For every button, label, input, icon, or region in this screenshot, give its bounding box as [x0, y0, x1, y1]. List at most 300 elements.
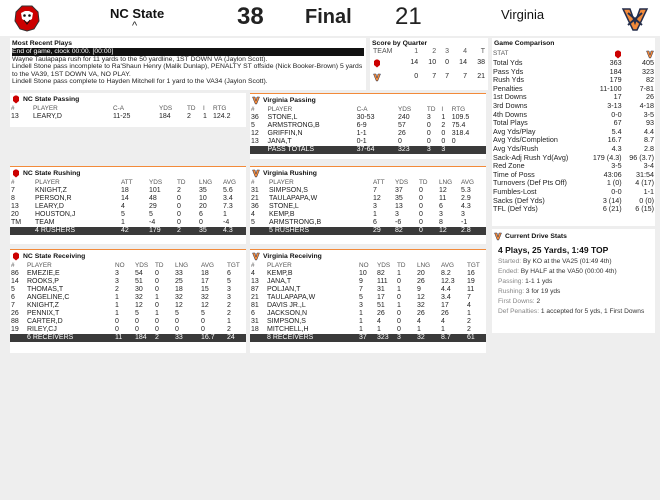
table-cell: 12	[175, 302, 183, 309]
column-header: #	[11, 262, 15, 269]
stat-value: 3 (14)	[602, 195, 622, 205]
nc-state-rushing-panel	[10, 166, 246, 244]
table-cell: 4	[441, 318, 445, 325]
player-name[interactable]: KNIGHT,Z	[27, 302, 59, 309]
table-cell: 6	[11, 294, 15, 301]
table-row	[250, 187, 486, 195]
table-cell: 2	[227, 326, 231, 333]
table-cell: 11	[467, 286, 475, 293]
table-cell: 7	[432, 73, 437, 80]
stat-label: 1st Downs	[493, 92, 527, 102]
table-cell: 20	[417, 270, 425, 277]
total-cell: 2.8	[460, 227, 486, 235]
table-cell: 124.2	[213, 113, 231, 120]
total-cell: 2	[154, 334, 174, 342]
player-name[interactable]: GRIFFIN,N	[267, 130, 303, 137]
table-cell: 7	[11, 302, 15, 309]
player-name[interactable]: SIMPSON,S	[267, 318, 306, 325]
table-row	[10, 219, 246, 227]
table-cell: 0	[135, 326, 139, 333]
table-cell: 3	[227, 286, 231, 293]
table-cell: -4	[223, 219, 230, 226]
player-name[interactable]: ARMSTRONG,B	[269, 219, 322, 226]
table-row	[370, 56, 488, 70]
column-header: NO	[359, 262, 369, 269]
virginia-logo-icon	[620, 3, 650, 33]
total-cell: 4 RUSHERS	[34, 227, 120, 235]
table-cell: 48	[149, 195, 157, 202]
table-cell: 26	[11, 310, 19, 317]
player-name[interactable]: TAULAPAPA,W	[269, 195, 318, 202]
drive-label: Started:	[498, 258, 522, 265]
stat-label: Total Plays	[493, 118, 528, 128]
player-name[interactable]: KEMP,B	[267, 270, 293, 277]
column-header: LNG	[175, 262, 189, 269]
total-cell: 2	[176, 227, 198, 235]
table-cell: 3	[115, 270, 119, 277]
table-cell: 5	[227, 278, 231, 285]
table-cell: 1	[441, 326, 445, 333]
game-comparison-table	[492, 50, 655, 214]
table-cell: 10	[359, 270, 367, 277]
table-cell: 4	[417, 318, 421, 325]
stat-value: 179 (4.3)	[592, 152, 622, 162]
table-row	[250, 302, 486, 310]
table-row	[10, 318, 246, 326]
column-header: AVG	[461, 179, 475, 186]
table-cell: 0	[199, 219, 203, 226]
game-comparison-panel	[492, 38, 655, 226]
table-cell: 1	[359, 310, 363, 317]
table-cell: 0	[397, 294, 401, 301]
table-cell: 0	[419, 187, 423, 194]
table-header-row	[10, 262, 246, 270]
stat-label: Avg Yds/Completion	[493, 135, 558, 145]
table-row	[10, 203, 246, 211]
nc-state-receiving-table	[10, 262, 246, 342]
table-cell: 32	[135, 294, 143, 301]
player-name[interactable]: JANA,T	[267, 138, 292, 145]
table-cell: 26	[441, 310, 449, 317]
totals-row	[10, 227, 246, 235]
nc-state-mini-logo-icon	[370, 56, 403, 70]
table-cell: 14	[121, 195, 129, 202]
stat-value: 3-5	[643, 109, 654, 119]
total-cell: 42	[120, 227, 148, 235]
column-header: TD	[177, 179, 186, 186]
table-cell: 32	[201, 294, 209, 301]
table-cell: 1	[115, 302, 119, 309]
total-cell: 3	[396, 334, 416, 342]
column-header: 1	[414, 48, 419, 55]
table-cell: 111	[377, 278, 388, 285]
table-row	[10, 195, 246, 203]
table-cell: 0	[155, 326, 159, 333]
table-cell: 86	[11, 270, 19, 277]
totals-row	[250, 146, 486, 154]
nc-state-passing-table	[10, 105, 246, 121]
stat-value: 11-100	[599, 83, 622, 93]
away-team-score: 21	[395, 3, 422, 30]
column-header: #	[251, 106, 255, 113]
table-cell: 1	[227, 318, 231, 325]
table-cell: 31	[251, 318, 259, 325]
table-cell: 12	[201, 302, 209, 309]
table-cell: 18	[175, 286, 183, 293]
table-cell: 4	[121, 203, 125, 210]
table-cell: 19	[467, 278, 475, 285]
recent-plays-title: Most Recent Plays	[12, 40, 73, 47]
column-header: YDS	[149, 179, 163, 186]
column-header: I	[203, 105, 205, 112]
nc-state-passing-panel	[10, 93, 246, 127]
stat-value: 31:54	[636, 169, 654, 179]
column-header: C-A	[356, 106, 368, 113]
chevron-up-icon[interactable]: ^	[132, 20, 138, 32]
total-cell: 33	[174, 334, 200, 342]
table-cell: 26	[417, 278, 425, 285]
table-cell: 0	[397, 326, 401, 333]
drive-label: Passing:	[498, 278, 524, 285]
table-cell: 4.3	[461, 203, 471, 210]
stat-label: Total Yds	[493, 58, 523, 67]
drive-label: First Downs:	[498, 298, 535, 305]
table-cell: 12	[135, 302, 143, 309]
column-header: YDS	[135, 262, 149, 269]
column-header: LNG	[439, 179, 453, 186]
total-cell: 323	[376, 334, 396, 342]
table-row	[10, 294, 246, 302]
player-name[interactable]: ARMSTRONG,B	[267, 122, 320, 129]
table-cell: 37	[395, 187, 403, 194]
table-cell: 15	[201, 286, 209, 293]
table-cell: 2	[467, 326, 471, 333]
column-header: LNG	[417, 262, 431, 269]
table-cell: 2	[187, 113, 191, 120]
column-header: 4	[463, 48, 467, 55]
player-name[interactable]: PENNIX,T	[27, 310, 60, 317]
column-header: RTG	[213, 105, 227, 112]
column-header: #	[251, 262, 255, 269]
table-cell: 14	[11, 278, 19, 285]
virginia-mini-logo-icon	[252, 96, 260, 105]
table-cell: 6	[251, 310, 255, 317]
table-cell: 3	[426, 114, 431, 121]
stat-value: 3-13	[607, 100, 622, 110]
virginia-mini-logo-icon	[370, 70, 403, 84]
table-cell: 9	[359, 278, 363, 285]
table-cell: 0	[419, 219, 423, 226]
player-name[interactable]: TEAM	[35, 219, 55, 226]
player-name[interactable]: MITCHELL,H	[267, 326, 309, 333]
player-name[interactable]: LEARY,D	[33, 113, 62, 120]
stat-label: Penalties	[493, 83, 523, 93]
total-cell	[250, 146, 267, 154]
total-cell: 8 RECEIVERS	[266, 334, 358, 342]
drive-value: By HALF at the VA50 (00:00 4th)	[520, 268, 617, 275]
table-cell: 4	[467, 302, 471, 309]
table-cell: 12	[439, 187, 447, 194]
score-by-quarter-title: Score by Quarter	[372, 40, 428, 47]
table-cell: 0	[155, 286, 159, 293]
table-cell: 17	[201, 278, 209, 285]
total-cell	[10, 227, 34, 235]
virginia-mini-logo-icon	[494, 232, 502, 241]
section-title: Virginia Rushing	[263, 169, 317, 177]
table-cell: 318.4	[451, 130, 470, 137]
table-cell: 7	[373, 187, 377, 194]
table-cell: 12	[251, 130, 259, 137]
table-cell: 0	[155, 302, 159, 309]
table-cell: 2	[467, 318, 471, 325]
table-cell: 6	[373, 219, 377, 226]
stat-value: 184	[609, 66, 622, 76]
table-cell: 7.3	[223, 203, 233, 210]
column-header: 3	[445, 48, 449, 55]
table-row	[250, 203, 486, 211]
total-cell: PASS TOTALS	[267, 146, 356, 154]
table-cell: 26	[397, 130, 406, 137]
column-header: PLAYER	[35, 179, 60, 186]
table-cell: 2	[227, 310, 231, 317]
table-cell: 1	[115, 294, 119, 301]
virginia-receiving-header	[250, 250, 486, 262]
player-name[interactable]: ANGELINE,C	[27, 294, 70, 301]
table-cell: 1	[417, 326, 421, 333]
total-cell: 3	[440, 146, 450, 154]
home-team-name[interactable]: NC State	[110, 6, 165, 21]
column-header: YDS	[377, 262, 391, 269]
table-row	[250, 286, 486, 294]
total-cell: 184	[134, 334, 154, 342]
player-name[interactable]: POLJAN,T	[267, 286, 301, 293]
table-header-row	[250, 106, 486, 114]
total-cell: 61	[466, 334, 486, 342]
section-title: NC State Receiving	[23, 252, 86, 260]
player-name[interactable]: ROOKS,P	[27, 278, 59, 285]
nc-state-receiving-panel	[10, 249, 246, 353]
table-cell: 3	[359, 302, 363, 309]
stat-value: 1 (0)	[606, 178, 622, 188]
table-cell: 35	[395, 195, 403, 202]
stat-value: 6 (15)	[635, 204, 654, 214]
table-row	[250, 294, 486, 302]
stat-label: Sacks (Def Yds)	[493, 195, 545, 205]
table-row	[10, 278, 246, 286]
player-name[interactable]: SIMPSON,S	[269, 187, 308, 194]
virginia-passing-table	[250, 106, 486, 154]
nc-state-receiving-header	[10, 250, 246, 262]
away-team-name[interactable]: Virginia	[501, 7, 545, 22]
table-cell: 9	[417, 286, 421, 293]
total-cell: 24	[226, 334, 246, 342]
score-by-quarter-table	[370, 48, 488, 84]
table-cell: 5	[149, 211, 153, 218]
column-header: LNG	[199, 179, 213, 186]
drive-summary: 4 Plays, 25 Yards, 1:49 TOP	[498, 245, 609, 255]
virginia-mini-logo-icon	[252, 169, 260, 178]
table-cell: 18	[121, 187, 129, 194]
total-cell: 179	[148, 227, 176, 235]
total-cell: 35	[198, 227, 222, 235]
table-cell: 29	[149, 203, 157, 210]
play-item[interactable]: Lindell Stone pass complete to Hayden Mitchell for 1 yard to the VA34 (Jaylon Scott).	[12, 78, 268, 86]
virginia-rushing-panel	[250, 166, 486, 244]
table-cell: 1	[155, 294, 159, 301]
table-cell: 5	[251, 219, 255, 226]
table-cell: 0	[419, 203, 423, 210]
column-header: TEAM	[373, 48, 393, 55]
table-cell: 17	[377, 294, 385, 301]
table-cell: 0	[397, 310, 401, 317]
player-name[interactable]: CARTER,D	[27, 318, 63, 325]
play-item[interactable]: Lindell Stone pass incomplete to Ra'Shaun Henry (Malik Dunlap), PENALTY ST offside (Nick Booker-Brown) 5 yards to the VA39, 1ST DOWN VA, NO PLAY.	[12, 63, 363, 78]
table-cell: 5	[135, 310, 139, 317]
player-name[interactable]: PERSON,R	[35, 195, 72, 202]
stat-label: Avg Yds/Play	[493, 126, 536, 136]
table-cell: 11	[439, 195, 447, 202]
player-name[interactable]: HOUSTON,J	[35, 211, 76, 218]
column-header: ATT	[373, 179, 385, 186]
table-cell: 1	[121, 219, 125, 226]
drive-line	[492, 267, 655, 277]
column-header: YDS	[159, 105, 173, 112]
player-name[interactable]: TAULAPAPA,W	[267, 294, 316, 301]
total-cell: 0	[418, 227, 438, 235]
game-status: Final	[305, 6, 352, 28]
table-cell: 3	[115, 278, 119, 285]
total-cell	[10, 334, 26, 342]
player-name[interactable]: JACKSON,N	[267, 310, 308, 317]
table-cell: 87	[251, 286, 259, 293]
stat-value: 26	[646, 92, 654, 102]
table-cell: 0	[419, 195, 423, 202]
table-cell: 36	[251, 203, 259, 210]
drive-label: Def Penalties:	[498, 308, 540, 315]
virginia-receiving-panel	[250, 249, 486, 353]
table-row	[250, 195, 486, 203]
table-cell: -4	[149, 219, 156, 226]
player-name[interactable]: JANA,T	[267, 278, 292, 285]
table-row	[370, 70, 488, 84]
table-cell: 3	[373, 203, 377, 210]
player-name[interactable]: THOMAS,T	[27, 286, 64, 293]
player-name[interactable]: STONE,L	[267, 114, 298, 121]
total-cell: 32	[416, 334, 440, 342]
stat-label: Sack-Adj Rush Yd(Avg)	[493, 152, 569, 162]
table-cell: 7	[359, 286, 363, 293]
stat-value: 4.3	[611, 143, 622, 153]
table-cell: 38	[477, 59, 485, 66]
player-name[interactable]: KNIGHT,Z	[35, 187, 67, 194]
table-cell: 14	[459, 59, 467, 66]
stat-label: TFL (Def Yds)	[493, 204, 538, 214]
table-cell: 32	[175, 294, 183, 301]
table-cell: 12	[417, 294, 425, 301]
column-header: YDS	[395, 179, 409, 186]
table-cell: 184	[159, 113, 171, 120]
current-drive-panel	[492, 229, 655, 333]
play-item[interactable]: Wayne Taulapapa rush for 11 yards to the 50 yardline, 1ST DOWN VA (Jaylon Scott).	[12, 55, 268, 63]
game-comparison-title: Game Comparison	[494, 40, 555, 47]
column-header: PLAYER	[27, 262, 52, 269]
player-name[interactable]: EMEZIE,E	[27, 270, 60, 277]
table-cell: 0	[426, 122, 431, 129]
table-cell: 13	[395, 203, 403, 210]
column-header: TD	[397, 262, 406, 269]
stat-label: Red Zone	[493, 161, 525, 171]
table-cell: 1	[441, 114, 446, 121]
table-cell: 0	[177, 211, 181, 218]
nc-state-mini-logo-icon	[12, 169, 20, 178]
total-cell: 11	[114, 334, 134, 342]
stat-value: 0-0	[611, 109, 622, 119]
table-cell: 1	[203, 113, 207, 120]
column-header: #	[11, 105, 15, 112]
player-name[interactable]: KEMP,B	[269, 211, 295, 218]
table-cell: 21	[251, 294, 259, 301]
table-cell: 0	[177, 219, 181, 226]
table-row	[10, 211, 246, 219]
score-by-quarter-panel	[370, 38, 488, 90]
play-item[interactable]: End of game, clock 00:00. [00:00]	[12, 48, 364, 56]
stat-value: 4-18	[639, 100, 654, 110]
player-name[interactable]: LEARY,D	[35, 203, 64, 210]
drive-details	[492, 257, 655, 317]
player-name[interactable]: RILEY,CJ	[27, 326, 57, 333]
player-name[interactable]: STONE,L	[269, 203, 299, 210]
table-cell: 5	[251, 122, 255, 129]
table-cell: 6	[227, 270, 231, 277]
section-title: Current Drive Stats	[505, 233, 567, 240]
table-cell: 2	[177, 187, 181, 194]
player-name[interactable]: DAVIS JR.,L	[267, 302, 306, 309]
table-cell: 21	[251, 195, 259, 202]
table-cell: 14	[410, 59, 419, 66]
table-cell: 82	[377, 270, 385, 277]
drive-label: Rushing:	[498, 288, 525, 295]
table-cell: 1	[115, 310, 119, 317]
stat-value: 3-4	[643, 161, 654, 171]
totals-row	[250, 334, 486, 342]
table-cell: 5.3	[461, 187, 471, 194]
drive-value: By KO at the VA25 (01:49 4th)	[522, 258, 612, 265]
table-cell: 31	[377, 286, 385, 293]
table-cell: 1	[397, 302, 401, 309]
table-header-row	[370, 48, 488, 56]
stat-label: Pass Yds	[493, 66, 524, 76]
stat-value: 17	[613, 92, 622, 102]
table-cell: 5.6	[223, 187, 233, 194]
scoreboard-header	[0, 0, 660, 36]
total-cell: 82	[394, 227, 418, 235]
table-cell: 0	[115, 326, 119, 333]
table-cell: 240	[397, 114, 410, 121]
table-row	[250, 310, 486, 318]
stat-value: 6 (21)	[602, 204, 622, 214]
section-title: Virginia Passing	[263, 96, 316, 104]
table-cell: 36	[251, 114, 259, 121]
total-cell	[250, 227, 268, 235]
section-title: NC State Rushing	[23, 169, 81, 177]
table-cell: 0	[177, 195, 181, 202]
table-cell: 5	[359, 294, 363, 301]
table-cell: 6-9	[356, 122, 367, 129]
table-cell: 21	[477, 73, 485, 80]
table-row	[250, 114, 486, 122]
table-cell: 109.5	[451, 114, 470, 121]
table-cell: 2	[227, 302, 231, 309]
